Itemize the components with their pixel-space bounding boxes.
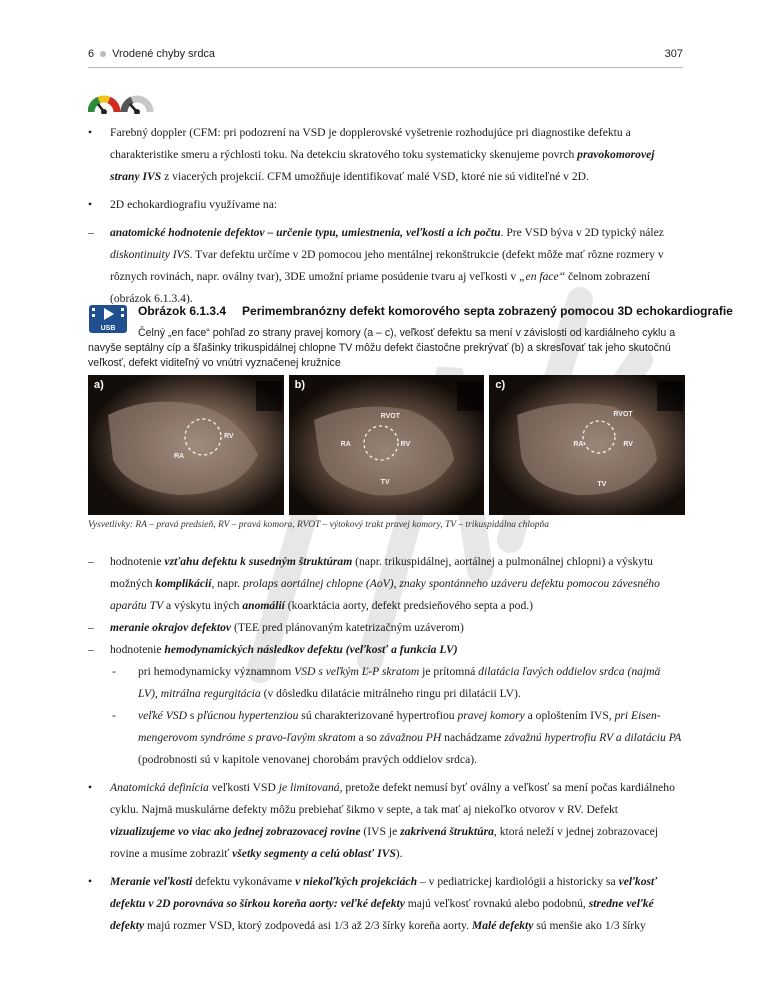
panel-label: c) [495, 379, 506, 391]
annotation-rvot: RVOT [613, 411, 633, 418]
bullet-list-bottom [88, 551, 683, 937]
panel-label: b) [294, 379, 306, 391]
difficulty-gauges [88, 92, 158, 114]
bullet-list-top [88, 122, 683, 310]
annotation-rv: RV [400, 441, 411, 448]
usb-video-icon[interactable] [88, 304, 128, 334]
panel-label: a) [94, 379, 104, 391]
echo-image-c [489, 375, 685, 515]
echo-panel-a [88, 375, 284, 515]
page-number: 307 [664, 48, 683, 60]
annotation-rv: RV [224, 433, 234, 440]
figure-caption: Čelný „en face“ pohľad zo strany pravej komory (a – c), veľkosť defektu sa mení v závislosti od kardiálneho cyklu a navyše septálny cíp a šľašinky trikuspidálnej chlopne TV môžu defekt čiastočne prekrývať (b) a skresľovať tak jeho skutočnú veľkosť, defekt viditeľný vo vnútri vyznačenej kružnice [88, 327, 676, 369]
list-item-text: Meranie veľkosti defektu vykonávame v niekoľkých projekciách – v pediatrickej kardiológii a historicky sa veľkosť defektu v 2D porovnáva so šírkou koreňa aorty: veľké defekty majú veľkosť rovnakú alebo podobnú, stredne veľké defekty majú rozmer VSD, ktorý zodpovedá asi 1/3 až 2/3 šírky koreňa aorty. Malé defekty sú menšie ako 1/3 šírky [110, 875, 658, 932]
echo-panel-c [489, 375, 685, 515]
figure-title [138, 304, 733, 318]
list-item-text: 2D echokardiografiu využívame na: [110, 198, 278, 211]
list-item-text: anatomické hodnotenie defektov – určenie typu, umiestnenia, veľkosti a ich počtu. Pre VSD býva v 2D typický nález diskontinuity IVS. Tvar defektu určíme v 2D pomocou jeho mentálnej rekonštrukcie (defekt môže mať rôzne rozmery v rôznych rovinách, napr. oválny tvar), 3DE umožní priame posúdenie tvaru aj veľkosti v „en face“ čelnom zobrazení (obrázok 6.1.3.4). [110, 226, 664, 305]
list-item: • Anatomická definícia veľkosti VSD je limitovaná, pretože defekt nemusí byť oválny a veľkosť sa mení počas kardiálneho cyklu. Najmä muskulárne defekty môžu prebiehať šikmo v septe, a tak mať aj niekoľko otvorov v RV. Defekt vizualizujeme vo viac ako jednej zobrazovacej rovine (IVS je zakrivená štruktúra, ktorá neleží v jednej zobrazovacej rovine a musíme zobraziť všetky segmenty a celú oblasť IVS). [88, 781, 675, 860]
list-item: • Farebný doppler (CFM: pri podozrení na VSD je dopplerovské vyšetrenie rozhodujúce pri diagnostike defektu a charakteristike smeru a rýchlosti toku. Na detekciu skratového toku systematicky skenujeme povrch pravokomorovej strany IVS z viacerých projekcií. CFM umožňuje identifikovať malé VSD, ktoré nie sú viditeľné v 2D. [88, 126, 655, 183]
annotation-tv: TV [380, 479, 390, 486]
level-gauge-icon [124, 99, 150, 114]
echo-image-b [289, 375, 485, 515]
list-item: • 2D echokardiografiu využívame na: [88, 198, 278, 211]
difficulty-gauge-icon [91, 99, 117, 114]
list-item-text: veľké VSD s pľúcnou hypertenziou sú charakterizované hypertrofiou pravej komory a oploštením IVS, pri Eisenmengerovom syndróme s pravo-ľavým skratom a so závažnou PH nachádzame závažnú hypertrofiu RV a dilatáciu PA (podrobnosti sú v kapitole venovanej chorobám pravých oddielov srdca). [138, 709, 682, 766]
figure-label: Obrázok 6.1.3.4 [138, 304, 227, 318]
list-item: – anatomické hodnotenie defektov – určenie typu, umiestnenia, veľkosti a ich počtu. Pre VSD býva v 2D typický nález diskontinuity IVS. Tvar defektu určíme v 2D pomocou jeho mentálnej rekonštrukcie (defekt môže mať rôzne rozmery v rôznych rovinách, napr. oválny tvar), 3DE umožní priame posúdenie tvaru aj veľkosti v „en face“ čelnom zobrazení (obrázok 6.1.3.4). [88, 226, 664, 305]
list-item: – meranie okrajov defektov (TEE pred plánovaným katetrizačným uzáverom) [88, 621, 464, 634]
figure-legend: Vysvetlivky: RA – pravá predsieň, RV – pravá komora, RVOT – výtokový trakt pravej komory, TV – trikuspidálna chlopňa [88, 520, 550, 530]
annotation-rvot: RVOT [380, 413, 400, 420]
list-subitem: - pri hemodynamicky významnom VSD s veľkým Ľ-P skratom je prítomná dilatácia ľavých oddielov srdca (najmä LV), mitrálna regurgitácia (v dôsledku dilatácie mitrálneho ringu pri dilatácii LV). [112, 665, 661, 700]
list-item: – hodnotenie hemodynamických následkov defektu (veľkosť a funkcia LV) [88, 643, 458, 656]
list-item-text: pri hemodynamicky významnom VSD s veľkým Ľ-P skratom je prítomná dilatácia ľavých oddielov srdca (najmä LV), mitrálna regurgitácia (v dôsledku dilatácie mitrálneho ringu pri dilatácii LV). [138, 665, 661, 700]
annotation-ra: RA [340, 441, 351, 448]
echo-image-a [88, 375, 284, 515]
list-subitem: - veľké VSD s pľúcnou hypertenziou sú charakterizované hypertrofiou pravej komory a oploštením IVS, pri Eisenmengerovom syndróme s pravo-ľavým skratom a so závažnou PH nachádzame závažnú hypertrofiu RV a dilatáciu PA (podrobnosti sú v kapitole venovanej chorobám pravých oddielov srdca). [112, 709, 682, 766]
list-item-text: Anatomická definícia veľkosti VSD je limitovaná, pretože defekt nemusí byť oválny a veľkosť sa mení počas kardiálneho cyklu. Najmä muskulárne defekty môžu prebiehať šikmo v septe, a tak mať aj niekoľko otvorov v RV. Defekt vizualizujeme vo viac ako jednej zobrazovacej rovine (IVS je zakrivená štruktúra, ktorá neleží v jednej zobrazovacej rovine a musíme zobraziť všetky segmenty a celú oblasť IVS). [110, 781, 675, 860]
figure [88, 304, 733, 371]
list-item-text: hodnotenie vzťahu defektu k susedným štruktúram (napr. trikuspidálnej, aortálnej a pulmonálnej chlopni) a výskytu možných komplikácií, napr. prolaps aortálnej chlopne (AoV), znaky spontánneho uzáveru defektu pomocou závesného aparátu TV a výskytu iných anomálií (koarktácia aorty, defekt predsieňového septa a pod.) [110, 555, 660, 612]
page-header [88, 48, 683, 72]
list-item-text: Farebný doppler (CFM: pri podozrení na VSD je dopplerovské vyšetrenie rozhodujúce pri diagnostike defektu a charakteristike smeru a rýchlosti toku. Na detekciu skratového toku systematicky skenujeme povrch pravokomorovej strany IVS z viacerých projekcií. CFM umožňuje identifikovať malé VSD, ktoré nie sú viditeľné v 2D. [110, 126, 655, 183]
annotation-tv: TV [597, 481, 607, 488]
list-item: – hodnotenie vzťahu defektu k susedným štruktúram (napr. trikuspidálnej, aortálnej a pulmonálnej chlopni) a výskytu možných komplikácií, napr. prolaps aortálnej chlopne (AoV), znaky spontánneho uzáveru defektu pomocou závesného aparátu TV a výskytu iných anomálií (koarktácia aorty, defekt predsieňového septa a pod.) [88, 555, 660, 612]
annotation-rv: RV [623, 441, 633, 448]
figure-title-text: Perimembranózny defekt komorového septa zobrazený pomocou 3D echokardiografie [242, 304, 733, 318]
list-item-text: meranie okrajov defektov (TEE pred plánovaným katetrizačným uzáverom) [110, 621, 464, 634]
list-item: • Meranie veľkosti defektu vykonávame v niekoľkých projekciách – v pediatrickej kardiológii a historicky sa veľkosť defektu v 2D porovnáva so šírkou koreňa aorty: veľké defekty majú veľkosť rovnakú alebo podobnú, stredne veľké defekty majú rozmer VSD, ktorý zodpovedá asi 1/3 až 2/3 šírky koreňa aorty. Malé defekty sú menšie ako 1/3 šírky [88, 875, 658, 932]
header-dot [100, 51, 106, 57]
figure-panels [88, 375, 685, 515]
annotation-ra: RA [174, 453, 185, 460]
svg-text:USB: USB [100, 325, 116, 332]
echo-panel-b [289, 375, 485, 515]
header-rule [88, 67, 683, 68]
chapter-number: 6 [88, 48, 95, 60]
chapter-title: Vrodené chyby srdca [112, 48, 216, 60]
annotation-ra: RA [573, 441, 584, 448]
list-item-text: hodnotenie hemodynamických následkov defektu (veľkosť a funkcia LV) [110, 643, 458, 656]
